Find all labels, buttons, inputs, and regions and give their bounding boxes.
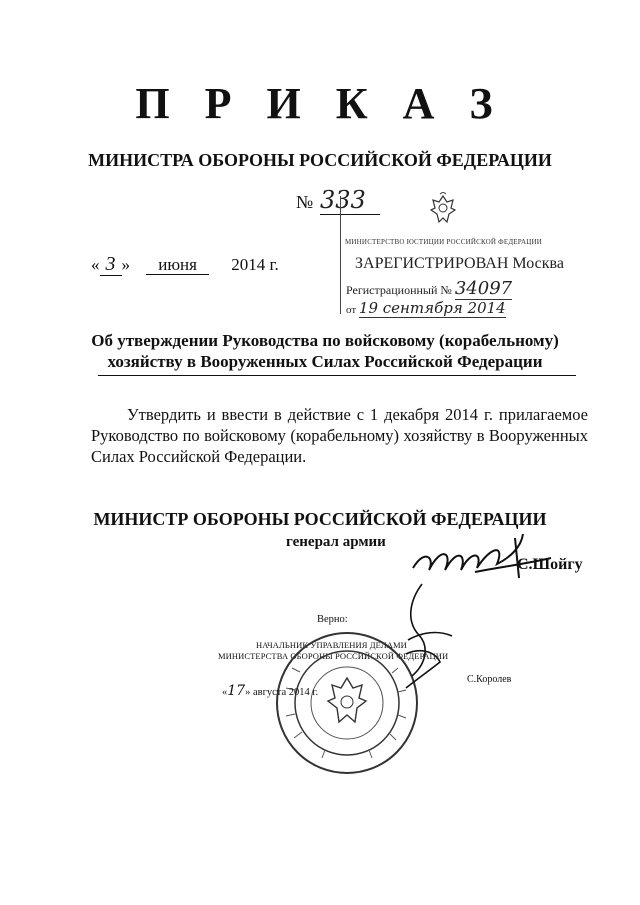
date-month: июня [146,255,209,275]
document-title: П Р И К А З [135,79,505,128]
stamp-reg-value: 34097 [454,278,513,299]
stamp-registered-label: ЗАРЕГИСТРИРОВАН [355,255,509,272]
certification-chief-line-1: НАЧАЛЬНИК УПРАВЛЕНИЯ ДЕЛАМИ [256,640,407,650]
order-number-value: 333 [320,186,380,215]
certification-chief-line-2: МИНИСТЕРСТВА ОБОРОНЫ РОССИЙСКОЙ ФЕДЕРАЦИИ [218,651,449,661]
order-body-text: Утвердить и ввести в действие с 1 декабря 2014 г. прилагаемое Руководство по войсковому (корабельному) хозяйству в Вооруженных Силах Российской Федерации. [91,405,588,466]
stamp-ministry: МИНИСТЕРСТВО ЮСТИЦИИ РОССИЙСКОЙ ФЕДЕРАЦИИ [345,238,542,246]
date-year: 2014 г. [231,255,279,274]
stamp-city: Москва [512,255,564,272]
subject-line-2: хозяйству в Вооруженных Силах Российской Федерации [107,352,543,371]
date-close-quote: » [121,255,130,274]
document-issuer: МИНИСТРА ОБОРОНЫ РОССИЙСКОЙ ФЕДЕРАЦИИ [88,150,552,170]
stamp-date-label: от [346,304,357,316]
order-number-label: № [296,192,314,212]
certification-date-rest: августа 2014 г. [252,687,319,698]
eagle-emblem-icon [427,192,459,228]
order-date [91,253,279,276]
stamp-registered [355,255,564,273]
certification-name: С.Королев [467,674,512,685]
date-open-quote: « [91,255,100,274]
certification-date-day: 17 [227,683,246,699]
signatory-title: МИНИСТР ОБОРОНЫ РОССИЙСКОЙ ФЕДЕРАЦИИ [93,509,547,529]
subject-line-1: Об утверждении Руководства по войсковому (корабельному) [91,331,559,350]
chief-signature-icon [378,580,468,690]
certification-verno: Верно: [317,614,348,625]
certification-date: «17» августа 2014 г. [222,683,319,699]
stamp-date-value: 19 сентября 2014 [358,299,506,317]
registration-stamp [340,196,566,317]
date-day: 3 [100,253,122,276]
stamp-reg-number [346,278,512,299]
stamp-reg-date [346,299,506,317]
subject-underline [98,375,576,376]
signatory-name: С.Шойгу [517,556,583,573]
stamp-reg-label: Регистрационный № [346,283,452,297]
order-subject [90,330,560,372]
signatory-rank: генерал армии [286,534,386,550]
